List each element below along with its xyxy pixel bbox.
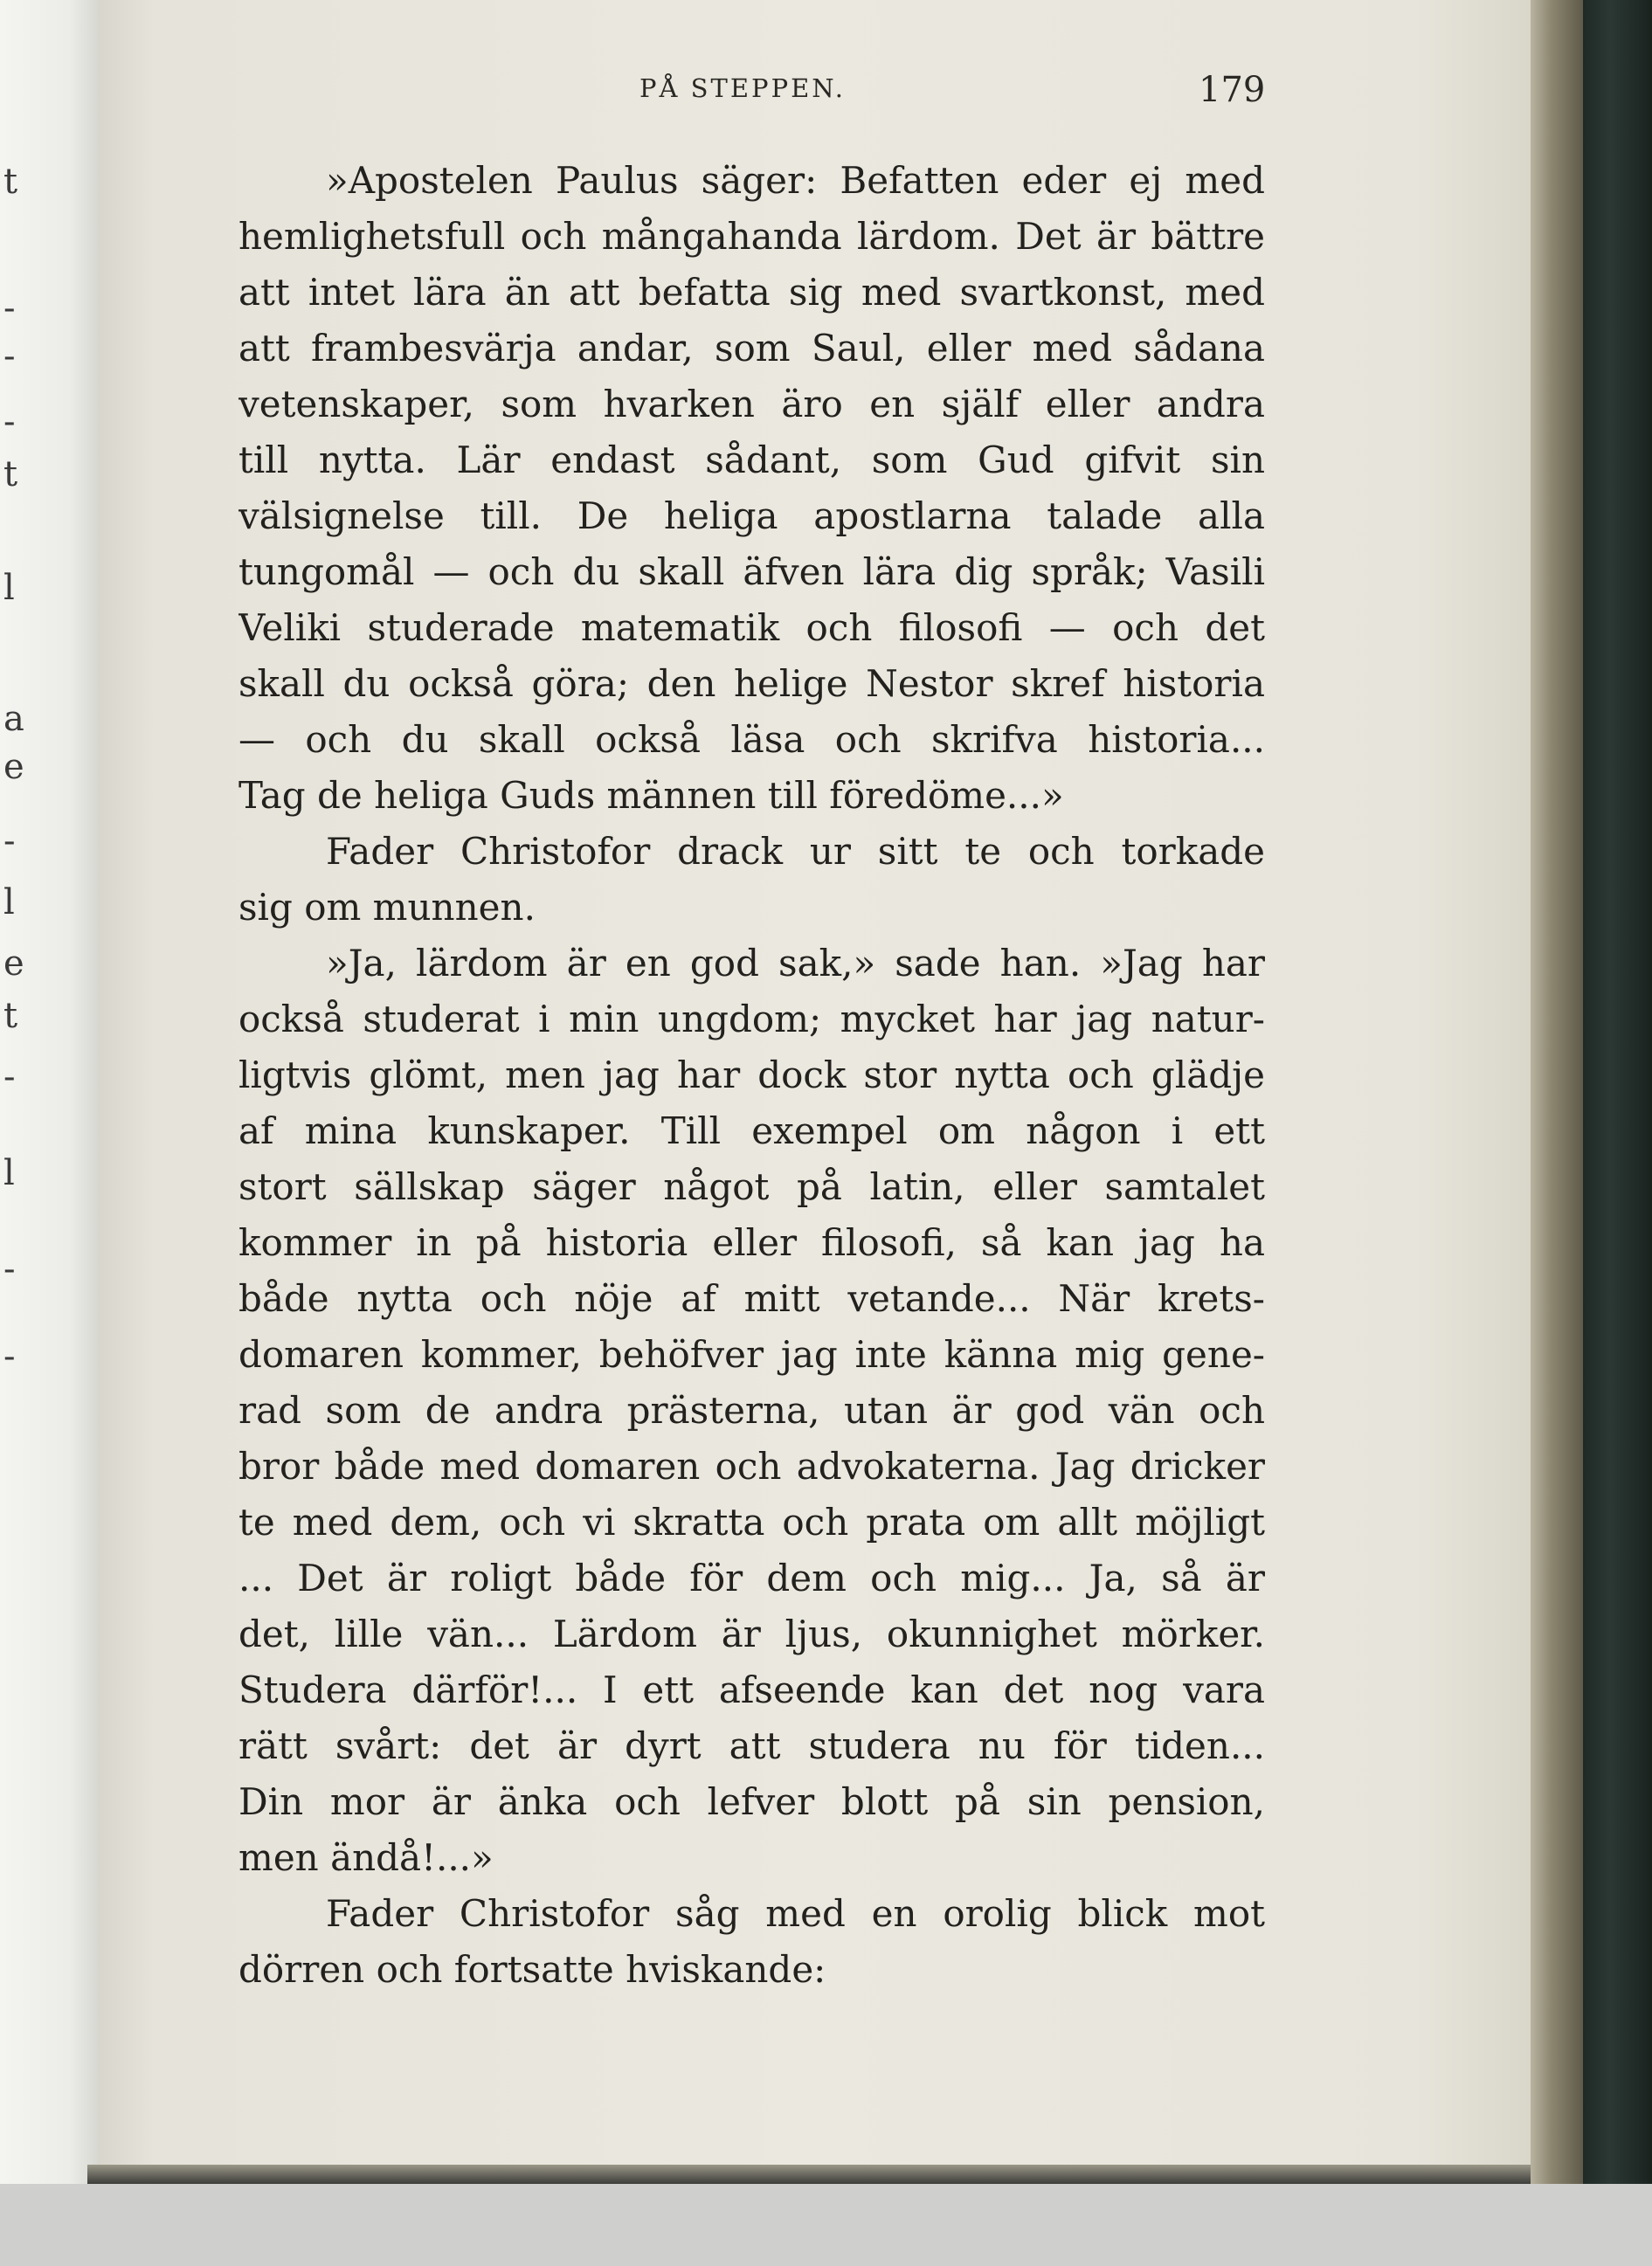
left-page-fragment: t: [3, 454, 18, 494]
left-page-fragment: a: [3, 699, 24, 739]
text-line: rad som de andra prästerna, utan är god vän och: [238, 1389, 1265, 1432]
text-line: »Apostelen Paulus säger: Befatten eder ej med: [326, 159, 1265, 202]
left-page-fragment: e: [3, 943, 24, 984]
left-page-fragment: l: [3, 882, 15, 922]
text-line: Fader Christofor såg med en orolig blick mot: [326, 1892, 1265, 1935]
text-line: »Ja, lärdom är en god sak,» sade han. »Jag har: [326, 942, 1265, 984]
left-page-fragment: -: [3, 402, 16, 442]
text-line: kommer in på historia eller filosofi, så kan jag ha: [238, 1221, 1265, 1264]
text-line: men ändå!...»: [238, 1836, 494, 1879]
background: [0, 2184, 1652, 2266]
text-line: tungomål — och du skall äfven lära dig språk; Vasili: [238, 550, 1265, 593]
left-page-fragment: e: [3, 747, 24, 787]
text-line: ligtvis glömt, men jag har dock stor nytta och glädje: [238, 1054, 1265, 1096]
page-bottom-edge: [87, 2165, 1573, 2184]
text-line: Fader Christofor drack ur sitt te och torkade: [326, 830, 1265, 873]
text-line: till nytta. Lär endast sådant, som Gud gifvit sin: [238, 439, 1265, 481]
left-page-edge: [0, 0, 100, 2184]
text-line: — och du skall också läsa och skrifva historia...: [238, 718, 1265, 761]
left-page-fragment: -: [3, 821, 16, 861]
text-line: ... Det är roligt både för dem och mig... Ja, så är: [238, 1557, 1265, 1599]
text-line: hemlighetsfull och mångahanda lärdom. Det är bättre: [238, 215, 1265, 258]
left-page-fragment: -: [3, 1249, 16, 1289]
book-cover: [1583, 0, 1652, 2184]
text-line: Studera därför!... I ett afseende kan det nog vara: [238, 1668, 1265, 1711]
text-line: vetenskaper, som hvarken äro en själf eller andra: [238, 383, 1265, 425]
text-line: bror både med domaren och advokaterna. Jag dricker: [238, 1445, 1265, 1488]
body-text: [238, 153, 1265, 1998]
text-line: att intet lära än att befatta sig med svartkonst, med: [238, 271, 1265, 314]
text-line: det, lille vän... Lärdom är ljus, okunnighet mörker.: [238, 1613, 1265, 1655]
text-line: också studerat i min ungdom; mycket har jag natur-: [238, 998, 1265, 1040]
text-line: sig om munnen.: [238, 886, 536, 929]
running-title: PÅ STEPPEN.: [639, 73, 846, 103]
text-line: Tag de heliga Guds männen till föredöme...»: [238, 774, 1064, 817]
left-page-fragment: l: [3, 568, 15, 608]
text-line: välsignelse till. De heliga apostlarna talade alla: [238, 494, 1265, 537]
text-line: att frambesvärja andar, som Saul, eller med sådana: [238, 327, 1265, 370]
left-page-fragment: t: [3, 996, 18, 1036]
left-page-fragment: l: [3, 1153, 15, 1193]
left-page-fragment: -: [3, 336, 16, 377]
text-line: både nytta och nöje af mitt vetande... När krets-: [238, 1277, 1265, 1320]
text-line: skall du också göra; den helige Nestor skref historia: [238, 662, 1265, 705]
book-binding: [1531, 0, 1583, 2184]
text-line: dörren och fortsatte hviskande:: [238, 1948, 826, 1991]
text-line: stort sällskap säger något på latin, eller samtalet: [238, 1165, 1265, 1208]
left-page-fragment: -: [3, 1337, 16, 1377]
text-line: domaren kommer, behöfver jag inte känna mig gene-: [238, 1333, 1265, 1376]
left-page-fragment: -: [3, 288, 16, 328]
text-line: Veliki studerade matematik och filosofi — och det: [238, 606, 1265, 649]
text-line: Din mor är änka och lefver blott på sin pension,: [238, 1780, 1265, 1823]
left-page-fragment: -: [3, 1057, 16, 1097]
text-line: af mina kunskaper. Till exempel om någon i ett: [238, 1109, 1265, 1152]
text-line: rätt svårt: det är dyrt att studera nu för tiden...: [238, 1724, 1265, 1767]
left-page-fragment: t: [3, 162, 18, 202]
page-number: 179: [1199, 70, 1266, 110]
text-line: te med dem, och vi skratta och prata om allt möjligt: [238, 1501, 1265, 1544]
